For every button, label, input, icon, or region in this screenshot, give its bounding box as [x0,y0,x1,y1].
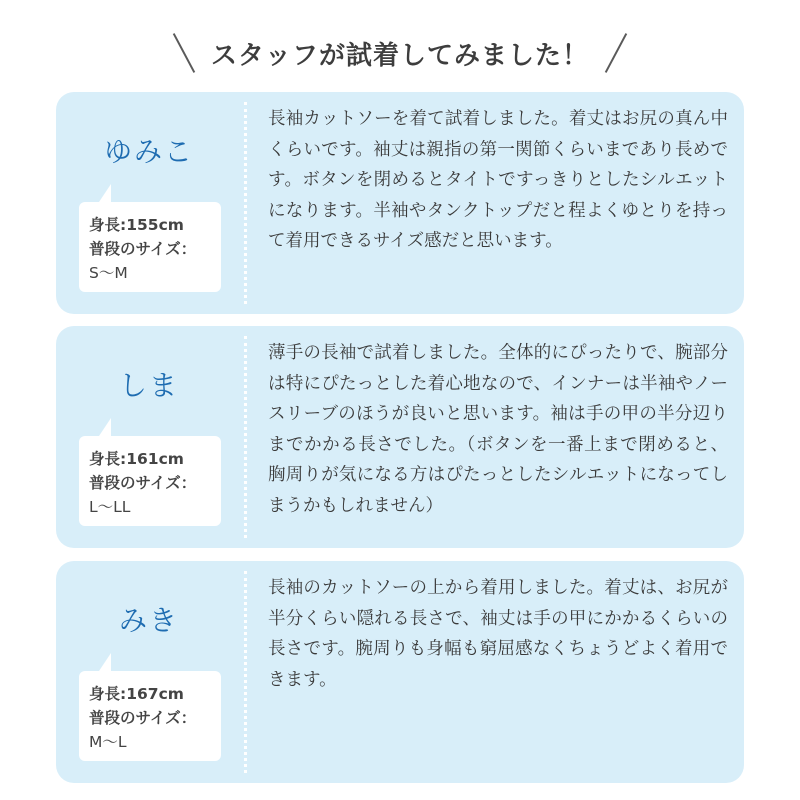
height-value: 155cm [126,216,184,234]
height-line: 身長:155cm [89,216,184,234]
size-value: S〜M [89,264,128,282]
staff-name: ゆみこ [103,135,194,168]
staff-comment: 長袖のカットソーの上から着用しました。着丈は、お尻が半分くらい隠れる長さで、袖丈は手の甲にかかるくらいの長さです。腕周りも身幅も窮屈感なくちょうどよく着用できます。 [268,578,728,690]
staff-name: みき [118,604,179,637]
staff-comment: 薄手の長袖で試着しました。全体的にぴったりで、腕部分は特にぴたっとした着心地なので、インナーは半袖やノースリーブのほうが良いと思います。袖は手の甲の半分辺りまでかかる長さでした。（ボタンを一番上まで閉めると、胸周りが気になる方はぴたっとしたシルエットになってしまうかもしれません） [268,343,728,516]
page-header [0,28,800,78]
height-line: 身長:167cm [89,685,184,703]
height-label: 身長 [89,216,121,234]
size-label: 普段のサイズ： [89,474,197,492]
staff-profile-bubble [79,671,221,761]
header-left-slash [173,33,195,73]
page-title: スタッフが試着してみました！ [210,40,589,71]
dotted-divider [244,336,247,538]
height-label: 身長 [89,450,121,468]
size-value: M〜L [89,733,127,751]
height-label: 身長 [89,685,121,703]
staff-card-miki [56,561,744,783]
height-value: 161cm [126,450,184,468]
height-value: 167cm [126,685,184,703]
staff-comment: 長袖カットソーを着て試着しました。着丈はお尻の真ん中くらいです。袖丈は親指の第一関節くらいまであり長めです。ボタンを閉めるとタイトですっきりとしたシルエットになります。半袖やタンクトップだと程よくゆとりを持って着用できるサイズ感だと思います。 [268,109,728,251]
dotted-divider [244,102,247,304]
staff-name: しま [118,369,179,402]
staff-profile-bubble [79,436,221,526]
height-line: 身長:161cm [89,450,184,468]
size-value: L〜LL [89,498,131,516]
staff-card-yumiko [56,92,744,314]
size-label: 普段のサイズ： [89,709,197,727]
staff-profile-bubble [79,202,221,292]
staff-card-shima [56,326,744,548]
dotted-divider [244,571,247,773]
size-label: 普段のサイズ： [89,240,197,258]
header-right-slash [605,33,627,73]
